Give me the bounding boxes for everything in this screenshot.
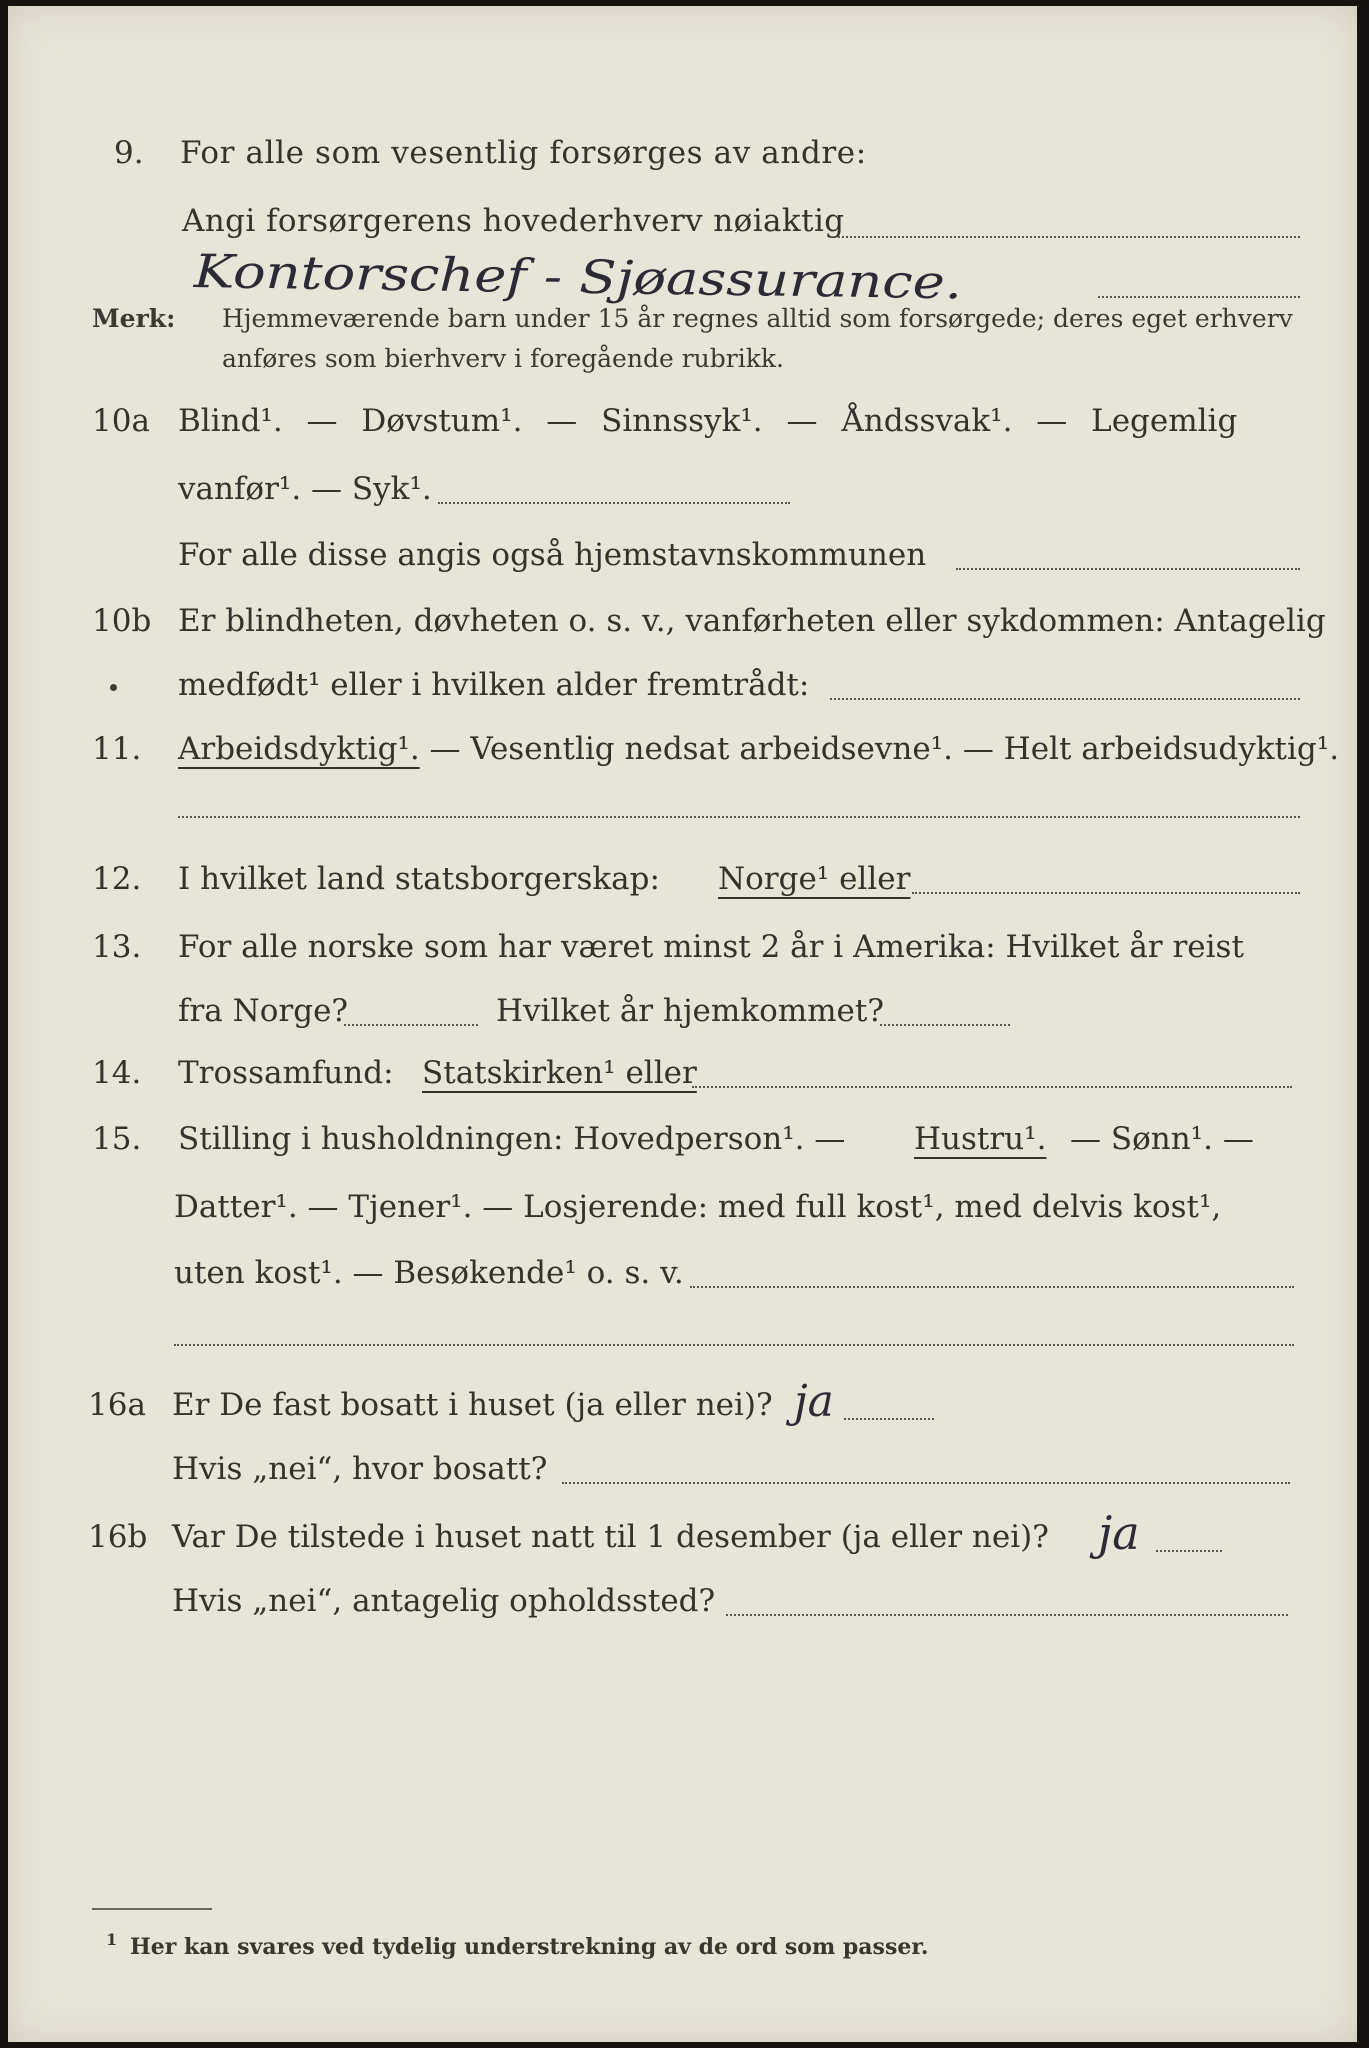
q15-options-son: — Sønn¹. —	[1070, 1121, 1254, 1157]
q14-answer-line[interactable]	[692, 1086, 1292, 1088]
footnote-rule	[92, 1908, 212, 1910]
q11-answer-line[interactable]	[178, 816, 1300, 818]
q11-number: 11.	[92, 731, 142, 767]
q16b-handwritten-answer: ja	[1098, 1506, 1140, 1560]
q10a-options-2: vanfør¹. — Syk¹.	[178, 471, 432, 507]
q14-option-statskirken-underlined[interactable]: Statskirken¹ eller	[422, 1055, 697, 1091]
q10a-number: 10a	[92, 403, 150, 439]
q13-question: For alle norske som har været minst 2 år i Amerika: Hvilket år reist	[178, 929, 1244, 965]
q9-answer-line[interactable]	[830, 236, 1300, 238]
q15-question: Stilling i husholdningen: Hovedperson¹. —	[178, 1121, 846, 1157]
q11-options	[178, 731, 1340, 767]
q16b-number: 16b	[88, 1519, 148, 1555]
q15-answer-line-2[interactable]	[174, 1344, 1294, 1346]
q13-departed: fra Norge?	[178, 993, 349, 1029]
q16b-whereabouts-line[interactable]	[726, 1614, 1288, 1616]
q9-instruction: Angi forsørgerens hovederhverv nøiaktig	[182, 203, 845, 239]
q15-answer-line[interactable]	[690, 1286, 1294, 1288]
q16a-question: Er De fast bosatt i huset (ja eller nei)?	[172, 1387, 773, 1423]
q12-question: I hvilket land statsborgerskap:	[178, 861, 660, 897]
q16b-question: Var De tilstede i huset natt til 1 desember (ja eller nei)?	[172, 1519, 1049, 1555]
q9-answer-line-2	[1098, 296, 1300, 298]
merk-label: Merk:	[92, 304, 176, 333]
merk-text-1: Hjemmeværende barn under 15 år regnes alltid som forsørgede; deres eget erhverv	[222, 304, 1293, 333]
q10a-options: Blind¹. — Døvstum¹. — Sinnssyk¹. — Åndssvak¹. — Legemlig	[178, 403, 1238, 439]
q16a-where-line[interactable]	[562, 1482, 1290, 1484]
footnote-text: Her kan svares ved tydelig understrekning av de ord som passer.	[130, 1934, 929, 1960]
q16a-handwritten-answer: ja	[794, 1376, 834, 1427]
q16b-whereabouts: Hvis „nei“, antagelig opholdssted?	[172, 1583, 716, 1619]
q12-answer-line[interactable]	[912, 892, 1300, 894]
q10b-number: 10b	[92, 603, 152, 639]
q16a-where: Hvis „nei“, hvor bosatt?	[172, 1451, 548, 1487]
q10b-answer-line[interactable]	[830, 698, 1300, 700]
q10a-hometown-line[interactable]	[956, 568, 1300, 570]
q11-options-rest: — Vesentlig nedsat arbeidsevne¹. — Helt arbeidsudyktig¹.	[419, 731, 1340, 767]
q15-option-hustru-underlined[interactable]: Hustru¹.	[914, 1121, 1047, 1157]
footnote-mark: 1	[106, 1930, 118, 1949]
q12-number: 12.	[92, 861, 142, 897]
q13-returned-line[interactable]	[880, 1024, 1010, 1026]
q10b-question: Er blindheten, døvheten o. s. v., vanførheten eller sykdommen: Antagelig	[178, 603, 1326, 639]
q13-returned: Hvilket år hjemkommet?	[496, 993, 884, 1029]
q16a-number: 16a	[88, 1387, 146, 1423]
q16b-answer-line[interactable]	[1156, 1550, 1222, 1552]
q12-option-norge-underlined[interactable]: Norge¹ eller	[718, 861, 911, 897]
q10b-question-2: medfødt¹ eller i hvilken alder fremtrådt:	[178, 667, 810, 703]
q15-options-3: uten kost¹. — Besøkende¹ o. s. v.	[174, 1255, 684, 1291]
q11-option-arbeidsdyktig-underlined[interactable]: Arbeidsdyktig¹.	[178, 731, 420, 767]
q15-number: 15.	[92, 1121, 142, 1157]
q9-number: 9.	[114, 135, 144, 171]
q13-number: 13.	[92, 929, 142, 965]
ink-blot	[110, 684, 117, 691]
merk-text-2: anføres som bierhverv i foregående rubrikk.	[222, 344, 784, 373]
q10a-hometown: For alle disse angis også hjemstavnskommunen	[178, 537, 927, 573]
q15-options-2: Datter¹. — Tjener¹. — Losjerende: med full kost¹, med delvis kost¹,	[174, 1189, 1222, 1225]
q9-handwritten-answer: Kontorschef - Sjøassurance.	[193, 244, 963, 310]
q14-number: 14.	[92, 1055, 142, 1091]
q14-question: Trossamfund:	[178, 1055, 394, 1091]
q9-question: For alle som vesentlig forsørges av andre:	[180, 135, 867, 171]
q16a-answer-line[interactable]	[844, 1418, 934, 1420]
q13-departed-line[interactable]	[344, 1024, 478, 1026]
census-form-page	[8, 6, 1357, 2042]
q10a-answer-line[interactable]	[438, 502, 790, 504]
